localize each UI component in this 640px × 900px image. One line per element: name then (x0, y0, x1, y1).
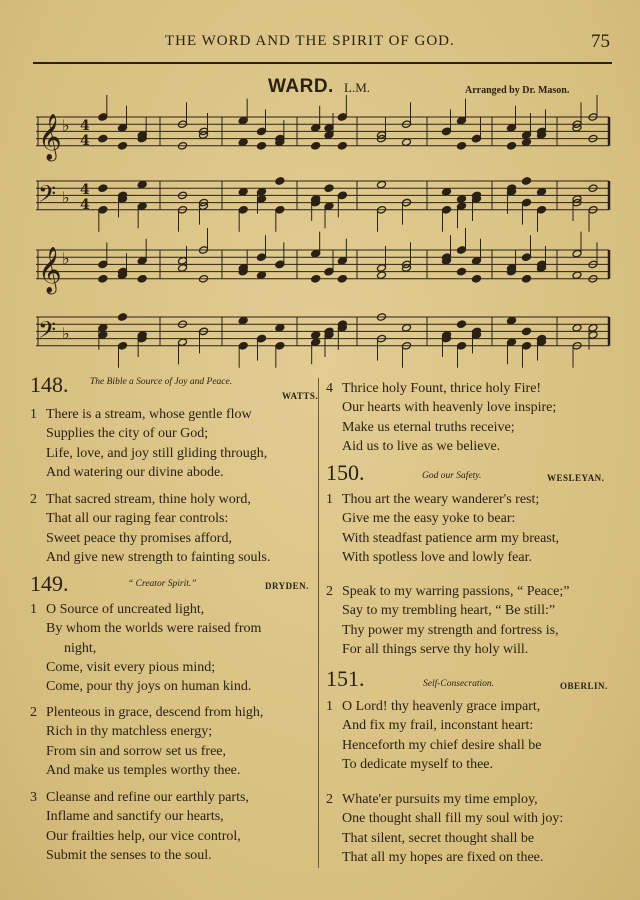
notehead (377, 271, 387, 280)
notehead (337, 191, 347, 200)
hymn-149-verse-4 (326, 379, 556, 456)
notehead (324, 124, 334, 133)
notehead (257, 271, 267, 280)
key-signature-flat: ♭ (62, 116, 70, 135)
notehead (238, 116, 248, 125)
notehead (98, 275, 108, 284)
notehead (337, 257, 347, 266)
verse-line: Cleanse and refine our earthly parts, (46, 790, 249, 805)
notehead (457, 320, 467, 329)
notehead (572, 324, 582, 333)
notehead (98, 113, 108, 122)
verse-line: Life, love, and joy still gliding through, (46, 445, 268, 461)
hymn-150-verse-2 (326, 582, 569, 659)
verse-number: 2 (30, 492, 37, 507)
notehead (457, 246, 467, 255)
verse-number: 1 (326, 492, 333, 507)
hymn-149-verse-2 (30, 703, 263, 780)
notehead (238, 342, 248, 351)
notehead (377, 264, 387, 273)
verse-line: Thou art the weary wanderer's rest; (342, 492, 540, 507)
bass-clef: 𝄢 (38, 315, 57, 349)
hymn-150-subject: God our Safety. (422, 471, 482, 481)
verse-line: And watering our divine abode. (46, 464, 224, 480)
notehead (311, 249, 321, 258)
verse-line: With spotless love and lowly fear. (342, 549, 532, 565)
verse-line: Come, pour thy joys on human kind. (46, 679, 252, 695)
music-score (0, 0, 640, 370)
notehead (137, 257, 147, 266)
key-signature-flat: ♭ (62, 324, 70, 343)
hymn-151-subject: Self-Consecration. (423, 679, 494, 689)
hymn-151-verse-2 (326, 790, 563, 867)
notehead (442, 206, 452, 215)
notehead (472, 257, 482, 266)
bass-clef: 𝄢 (38, 179, 57, 213)
verse-line: That silent, secret thought shall be (342, 830, 535, 846)
notehead (324, 267, 334, 276)
hymn-151-verse-1 (326, 697, 541, 774)
notehead (257, 127, 267, 136)
notehead (137, 275, 147, 284)
time-signature: 4 (80, 197, 90, 213)
page-number: 75 (591, 31, 610, 52)
hymn-148-number: 148. (30, 372, 69, 397)
verse-line: Submit the senses to the soul. (46, 847, 212, 863)
treble-clef: 𝄞 (38, 113, 62, 160)
notehead (275, 324, 285, 333)
notehead (588, 331, 598, 340)
notehead (522, 131, 532, 140)
verse-line: Plenteous in grace, descend from high, (46, 705, 264, 720)
notehead (457, 342, 467, 351)
notehead (118, 342, 128, 351)
treble-clef: 𝄞 (38, 246, 62, 293)
verse-line: O Lord! thy heavenly grace impart, (342, 699, 541, 714)
notehead (311, 275, 321, 284)
verse-line: Rich in thy matchless energy; (46, 724, 213, 740)
hymn-149-number: 149. (30, 571, 69, 596)
hymn-148-subject: The Bible a Source of Joy and Peace. (90, 377, 233, 387)
notehead (337, 113, 347, 122)
notehead (537, 206, 547, 215)
verse-number: 2 (326, 584, 333, 599)
notehead (457, 202, 467, 211)
verse-line: Thrice holy Fount, thrice holy Fire! (342, 381, 542, 396)
notehead (98, 324, 108, 333)
verse-line: Henceforth my chief desire shall be (342, 737, 542, 753)
notehead (457, 267, 467, 276)
verse-line: Aid us to live as we believe. (342, 438, 501, 454)
notehead (324, 184, 334, 193)
notehead (472, 275, 482, 284)
verse-line: Come, visit every pious mind; (46, 659, 216, 675)
tune-name: WARD. (268, 76, 334, 97)
notehead (98, 260, 108, 269)
verse-number: 1 (326, 699, 333, 714)
notehead (311, 338, 321, 347)
notehead (98, 331, 108, 340)
hymn-151-author: OBERLIN. (560, 681, 608, 691)
notehead (137, 180, 147, 189)
verse-number: 3 (30, 790, 37, 805)
notehead (324, 131, 334, 140)
notehead (118, 313, 128, 322)
hymn-150-number: 150. (326, 460, 365, 485)
verse-line: From sin and sorrow set us free, (46, 743, 227, 759)
tune-meter: L.M. (344, 80, 370, 95)
notehead (275, 177, 285, 186)
notehead (238, 206, 248, 215)
notehead (572, 271, 582, 280)
notehead (137, 202, 147, 211)
verse-line: One thought shall fill my soul with joy: (342, 811, 564, 827)
notehead (472, 134, 482, 143)
notehead (507, 142, 517, 151)
notehead (522, 327, 532, 336)
notehead (337, 275, 347, 284)
key-signature-flat: ♭ (62, 188, 70, 207)
verse-line: And fix my frail, inconstant heart: (342, 718, 534, 734)
verse-number: 4 (326, 381, 333, 396)
verse-line: Speak to my warring passions, “ Peace;” (342, 584, 570, 599)
verse-number: 1 (30, 407, 37, 422)
notehead (402, 138, 412, 147)
verse-number: 2 (30, 705, 37, 720)
verse-line: Whate'er pursuits my time employ, (342, 792, 538, 807)
verse-line: That all our raging fear controls: (46, 511, 229, 527)
verse-line: With steadfast patience arm my breast, (342, 530, 560, 546)
verse-line: night, (64, 640, 97, 656)
notehead (572, 249, 582, 258)
verse-line: That sacred stream, thine holy word, (46, 492, 251, 507)
notehead (402, 324, 412, 333)
notehead (522, 177, 532, 186)
notehead (311, 124, 321, 133)
verse-line: O Source of uncreated light, (46, 602, 205, 617)
verse-line: Sweet peace thy promises afford, (46, 530, 232, 546)
notehead (257, 142, 267, 151)
hymn-150-author: WESLEYAN. (547, 473, 605, 483)
time-signature: 4 (80, 182, 90, 198)
verse-line: Thy power my strength and fortress is, (342, 622, 559, 638)
notehead (98, 184, 108, 193)
notehead (457, 195, 467, 204)
notehead (442, 188, 452, 197)
hymn-148-verse-2 (30, 490, 270, 567)
notehead (238, 188, 248, 197)
notehead (311, 331, 321, 340)
hymn-150-verse-1 (326, 490, 559, 567)
notehead (275, 206, 285, 215)
notehead (98, 206, 108, 215)
verse-line: Make us eternal truths receive; (342, 419, 515, 435)
verse-line: Give me the easy yoke to bear: (342, 511, 516, 527)
notehead (118, 124, 128, 133)
time-signature: 4 (80, 118, 90, 134)
hymn-148-verse-1 (30, 405, 267, 482)
notehead (257, 195, 267, 204)
hymn-149-verse-1 (30, 600, 261, 696)
verse-line: And make us temples worthy thee. (46, 762, 241, 778)
arranger-credit: Arranged by Dr. Mason. (465, 85, 570, 96)
verse-line: Our frailties help, our vice control, (46, 828, 241, 844)
notehead (507, 316, 517, 325)
notehead (507, 124, 517, 133)
hymn-149-subject: “ Creator Spirit.” (128, 579, 197, 589)
hymn-148-author: WATTS. (282, 391, 319, 401)
notehead (507, 338, 517, 347)
verse-line: There is a stream, whose gentle flow (46, 407, 252, 422)
notehead (522, 342, 532, 351)
verse-line: Inflame and sanctify our hearts, (46, 809, 224, 825)
key-signature-flat: ♭ (62, 249, 70, 268)
notehead (178, 264, 188, 273)
notehead (522, 138, 532, 147)
hymn-149-author: DRYDEN. (265, 581, 309, 591)
verse-number: 2 (326, 792, 333, 807)
verse-number: 1 (30, 602, 37, 617)
verse-line: Supplies the city of our God; (46, 426, 209, 442)
notehead (178, 257, 188, 266)
notehead (257, 253, 267, 262)
verse-line: That all my hopes are fixed on thee. (342, 849, 544, 865)
verse-line: For all things serve thy holy will. (342, 641, 529, 657)
notehead (324, 202, 334, 211)
notehead (522, 275, 532, 284)
notehead (257, 188, 267, 197)
notehead (588, 324, 598, 333)
hymn-149-verse-3 (30, 788, 249, 865)
notehead (118, 142, 128, 151)
hymn-151-number: 151. (326, 666, 365, 691)
notehead (311, 142, 321, 151)
notehead (522, 253, 532, 262)
notehead (457, 116, 467, 125)
verse-line: And give new strength to fainting souls. (46, 549, 271, 565)
notehead (377, 180, 387, 189)
notehead (98, 134, 108, 143)
notehead (537, 188, 547, 197)
notehead (238, 138, 248, 147)
notehead (522, 198, 532, 207)
notehead (275, 260, 285, 269)
running-title: THE WORD AND THE SPIRIT OF GOD. (165, 33, 455, 49)
notehead (337, 142, 347, 151)
notehead (178, 338, 188, 347)
column-divider (318, 378, 319, 868)
notehead (275, 342, 285, 351)
notehead (257, 334, 267, 343)
notehead (457, 142, 467, 151)
verse-line: To dedicate myself to thee. (342, 756, 494, 772)
verse-line: Our hearts with heavenly love inspire; (342, 400, 557, 416)
notehead (442, 127, 452, 136)
verse-line: By whom the worlds were raised from (46, 621, 262, 637)
notehead (238, 316, 248, 325)
time-signature: 4 (80, 133, 90, 149)
verse-line: Say to my trembling heart, “ Be still:” (342, 603, 556, 619)
